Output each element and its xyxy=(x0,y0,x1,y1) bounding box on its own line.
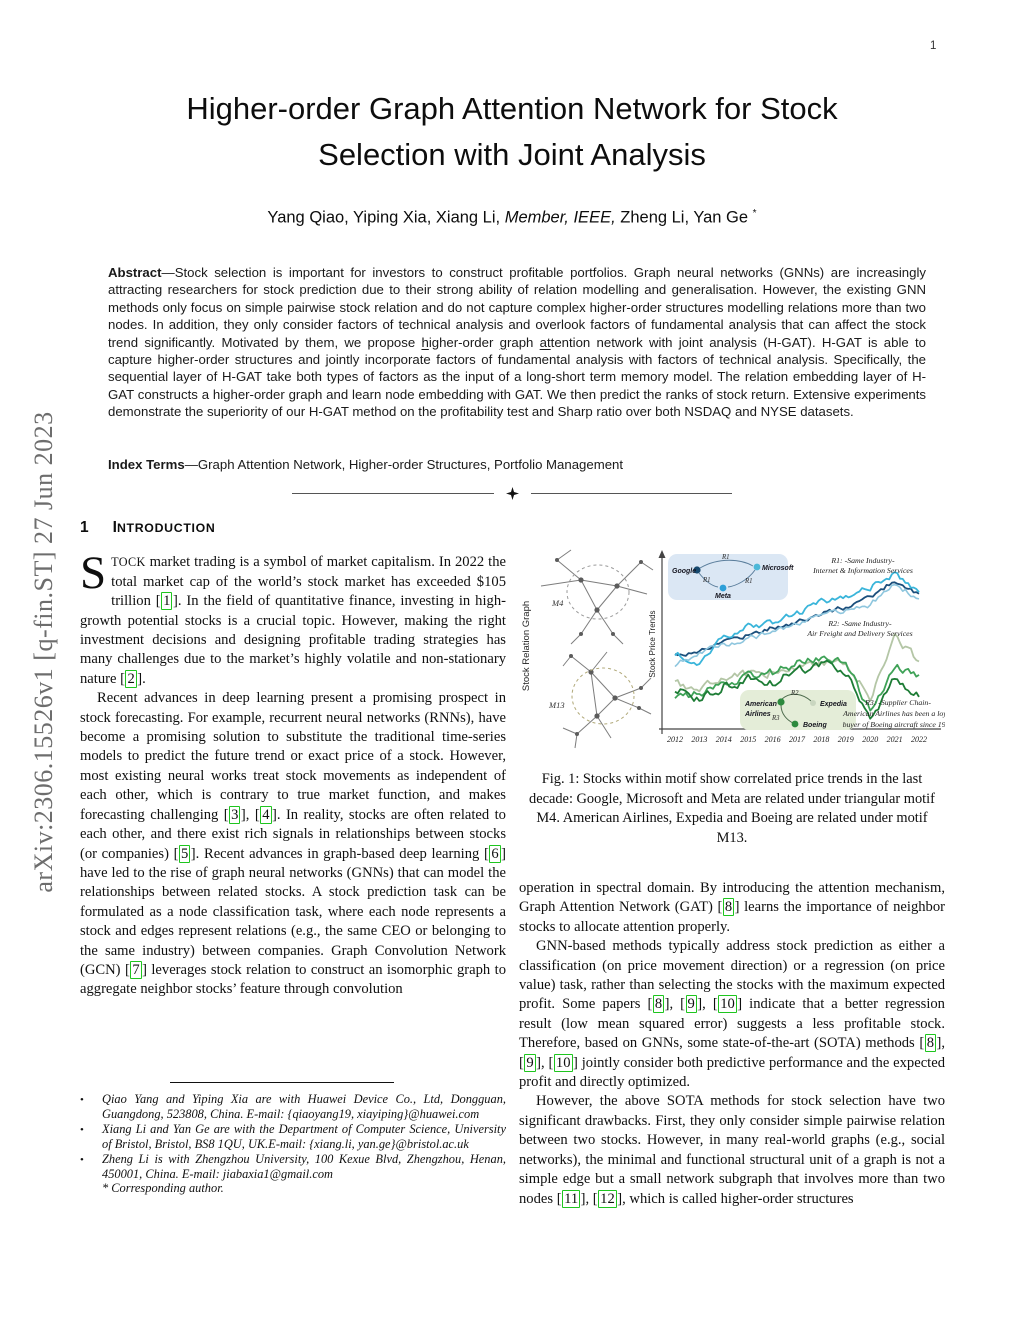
annotation-r1-line2: Internet & Information Services xyxy=(813,566,913,575)
corresponding-author-star: * xyxy=(752,208,757,219)
footnote-text: Zheng Li is with Zhengzhou University, 100 Kexue Blvd, Zhengzhou, Henan, 450001, China. E-mail: jiabaxia1@gmail.com xyxy=(102,1151,506,1181)
diamond-star-icon xyxy=(506,487,519,500)
edge-label-r3: R3 xyxy=(772,715,780,722)
citation-link[interactable]: 1 xyxy=(163,593,171,610)
abstract-text: —Stock selection is important for investors to construct profitable portfolios. Graph neural networks (GNNs) are increasingly attracting researchers for stock prediction due to their strong ability of relation modelling and generalisation. However, the existing GNN methods only focus on simple pairwise stock relation and do not capture complex higher-order structures modelling relations more than two nodes. In addition, they only consider factors of technical analysis and overlook factors of fundamental analysis that can affect the stock trend significantly. Motivated by them, we propose higher-order graph attention network with joint analysis (H-GAT). H-GAT is able to capture higher-order structures and jointly incorporate factors of fundamental analysis with factors of technical analysis. Specifically, the sequential layer of H-GAT take both types of factors as the input of a long-short term memory model. The relation embedding layer of H-GAT constructs a higher-order graph and learn node embedding with GAT. We then predict the ranks of stock return. Extensive experiments demonstrate the superiority of our H-GAT method on the profitability test and Sharp ratio over both NSDAQ and NYSE datasets. xyxy=(108,265,927,420)
citation-link[interactable]: 3 xyxy=(231,806,239,823)
microsoft-node xyxy=(754,564,761,571)
author-names-pre: Yang Qiao, Yiping Xia, Xiang Li, xyxy=(267,208,505,227)
page-number: 1 xyxy=(930,40,937,52)
citation-link[interactable]: 9 xyxy=(687,996,695,1013)
annotation-r2-line2: Air Freight and Delivery Services xyxy=(807,629,913,638)
x-tick-2022: 2022 xyxy=(911,735,927,744)
left-column xyxy=(80,518,506,1000)
relation-graph-axis-label: Stock Relation Graph xyxy=(521,600,532,692)
dropcap-letter: S xyxy=(80,547,107,600)
x-tick-labels xyxy=(667,735,927,744)
motif-m13-label: M13 xyxy=(549,700,565,710)
author-membership: Member, IEEE, xyxy=(504,208,616,227)
intro-paragraph-2: Recent advances in deep learning present a promising prospect in stock forecasting. For example, recurrent neural networks (RNNs), have become a promising solution to substitute the traditional time-series models to predict the future trend or exact price of a stock. However, most existing neural works treat stock movements as independent of each other, which is contrary to true market function, and makes forecasting challenging [ 3 ], [ 4 ]. In reality, stocks are often related to each other, and there exist rich signals in relationships between stocks (or companies) [ 5 ]. Recent advances in graph-based deep learning [ 6 ] have led to the rise of graph neural networks (GNNs) that can model the relationships between related stocks. A stock prediction task can be formulated as a node classification task, where each node represents a stock and edges represent relations (e.g., the same CEO or belonging to the same industry) between companies. Graph Convolution Network (GCN) [ 7 ] leverages stock relation to construct an isomorphic graph to aggregate neighbor stocks’ feature through convolution xyxy=(80,690,506,998)
section-number: 1 xyxy=(80,519,89,536)
intro-paragraph-1-text: market trading is a symbol of market capitalism. In 2022 the total market cap of the world’s stock market has exceeded $105 trillion [ 1 ]. In the field of quantitative finance, investing in high-growth potential stocks is a crucial topic. However, making the right investment decisions and designing profitable trading strategies has many challenges due to the market’s highly volatile and non-stationary nature [ 2 ]. xyxy=(80,554,506,687)
x-tick-2020: 2020 xyxy=(862,735,879,744)
microsoft-label: Microsoft xyxy=(762,565,794,572)
boeing-label: Boeing xyxy=(803,722,827,729)
index-terms-text: —Graph Attention Network, Higher-order Structures, Portfolio Management xyxy=(184,457,624,472)
citation-link[interactable]: 4 xyxy=(262,806,270,823)
meta-node xyxy=(720,585,727,592)
footnote-item xyxy=(80,1152,506,1182)
section-title-rest: NTRODUCTION xyxy=(116,521,216,535)
paper-title-line1: Higher-order Graph Attention Network for Stock xyxy=(186,91,838,126)
annotation-r1-line1: R1: -Same Industry- xyxy=(831,556,895,565)
intro-paragraph-1 xyxy=(80,547,506,689)
citation-link[interactable]: 9 xyxy=(526,1054,534,1071)
footnote-rule xyxy=(170,1082,394,1083)
citation-link[interactable]: 12 xyxy=(600,1190,615,1207)
edge-label-r1c: R1 xyxy=(745,578,753,585)
american-airlines-label-2: Airlines xyxy=(745,711,771,718)
figure-1-caption: Fig. 1: Stocks within motif show correlated price trends in the last decade: Google, Microsoft and Meta are related under triangular motif M4. American Airlines, Expedia and Boeing are related under motif M13. xyxy=(529,771,935,846)
motif-m4-label: M4 xyxy=(552,598,564,608)
right-column xyxy=(519,546,945,1209)
expedia-node xyxy=(810,700,816,706)
american-airlines-node xyxy=(777,698,784,705)
right-paragraph-1: operation in spectral domain. By introducing the attention mechanism, Graph Attention Network (GAT) [ 8 ] learns the importance of neighbor stocks to allocate attention properly. xyxy=(519,880,946,935)
expedia-label: Expedia xyxy=(820,701,847,708)
author-line xyxy=(62,208,962,228)
edge-label-r1a: R1 xyxy=(722,554,730,561)
footnote-block xyxy=(80,1082,506,1196)
index-terms xyxy=(108,456,926,473)
edge-label-r2: R2 xyxy=(791,690,799,697)
bullet-icon: • xyxy=(80,1153,84,1166)
footnote-text: Qiao Yang and Yiping Xia are with Huawei Device Co., Ltd, Dongguan, Guangdong, 523808, China. E-mail: {qiaoyang19, xiayiping}@huawei.com xyxy=(102,1092,506,1121)
boeing-node xyxy=(792,721,799,728)
y-axis-arrow xyxy=(659,550,666,558)
google-label: Google xyxy=(672,568,697,575)
index-terms-label: Index Terms xyxy=(108,457,185,472)
citation-link[interactable]: 5 xyxy=(180,845,189,862)
citation-link[interactable]: 10 xyxy=(720,996,735,1013)
motif-m4-graph xyxy=(541,550,653,644)
section-divider xyxy=(292,486,732,500)
citation-link[interactable]: 8 xyxy=(926,1035,934,1052)
paper-title-line2: Selection with Joint Analysis xyxy=(318,137,706,172)
citation-link[interactable]: 6 xyxy=(491,845,499,862)
abstract xyxy=(108,264,926,421)
citation-link[interactable]: 8 xyxy=(724,899,733,916)
footnote-item xyxy=(80,1092,506,1122)
x-tick-2013: 2013 xyxy=(691,735,708,744)
annotation-r3-line3: buyer of Boeing aircraft since 1936 xyxy=(842,720,945,729)
lead-smallcaps: TOCK xyxy=(111,555,146,570)
x-tick-2015: 2015 xyxy=(740,735,757,744)
x-tick-2017: 2017 xyxy=(789,735,805,744)
divider-rule-left xyxy=(292,493,494,494)
meta-label: Meta xyxy=(715,593,731,600)
x-tick-2021: 2021 xyxy=(886,735,903,744)
bullet-icon: • xyxy=(80,1123,84,1136)
annotation-r3-line2: American Airlines has been a loyal xyxy=(843,709,945,718)
section-heading-introduction xyxy=(80,518,506,538)
citation-link[interactable]: 11 xyxy=(564,1190,579,1207)
citation-link[interactable]: 7 xyxy=(132,961,140,978)
citation-link[interactable]: 10 xyxy=(555,1054,571,1071)
motif-m13-circle xyxy=(572,668,634,724)
abstract-label: Abstract xyxy=(108,265,162,280)
x-tick-2012: 2012 xyxy=(667,735,683,744)
inset-tech-relation xyxy=(668,554,794,600)
author-names-post: Zheng Li, Yan Ge xyxy=(615,208,749,227)
figure-1 xyxy=(519,546,945,758)
x-tick-2019: 2019 xyxy=(837,735,854,744)
citation-link[interactable]: 8 xyxy=(654,996,663,1013)
corresponding-author-note: * Corresponding author. xyxy=(102,1181,224,1196)
divider-rule-right xyxy=(531,493,733,494)
annotation-r2-line1: R2: -Same Industry- xyxy=(828,619,892,628)
x-tick-2016: 2016 xyxy=(764,735,781,744)
figure-1-graphic xyxy=(519,546,945,758)
section-title-initial: I xyxy=(112,519,117,536)
footnote-text: Xiang Li and Yan Ge are with the Department of Computer Science, University of Bristol, Bristol, BS8 1QU, UK.E-mail: {xiang.li, yan.ge}@bristol.ac.uk xyxy=(102,1121,506,1151)
x-tick-2018: 2018 xyxy=(813,735,830,744)
bullet-icon: • xyxy=(80,1094,84,1106)
american-airlines-label-1: American xyxy=(745,701,777,708)
edge-label-r1b: R1 xyxy=(703,577,711,584)
price-trends-axis-label: Stock Price Trends xyxy=(648,610,657,678)
paper-title xyxy=(62,86,962,178)
inset-airline-relation xyxy=(740,690,856,730)
arxiv-watermark: arXiv:2306.15526v1 [q-fin.ST] 27 Jun 2023 xyxy=(29,411,58,893)
right-paragraph-2: GNN-based methods typically address stock prediction as either a classification (on price movement direction) or a regression (on price value) task, rather than selecting the stocks with the maximum expected profit. Some papers [ 8 ], [ 9 ], [ 10 ] indicate that a better regression result (low mean squared error) suggests a less profitable stock. Therefore, based on GNNs, some state-of-the-art (SOTA) methods [ 8 ], [ 9 ], [ 10 ] jointly consider both predictive performance and the expected profit and directly optimized. xyxy=(519,938,945,1091)
annotation-r3-line1: R3: -Supplier Chain- xyxy=(865,698,931,707)
right-paragraph-3: However, the above SOTA methods for stock selection have two significant drawbacks. First, they only consider simple pairwise relation between two stocks. However, in many real-world graphs (e.g., social networks), the minimal and functional structural unit of a graph is not a simple edge but a small network subgraph that involves more than two nodes [ 11 ], [ 12 ], which is called higher-order structures xyxy=(519,1093,945,1207)
x-tick-2014: 2014 xyxy=(715,735,732,744)
citation-link[interactable]: 2 xyxy=(127,670,135,687)
footnote-item xyxy=(80,1122,506,1152)
